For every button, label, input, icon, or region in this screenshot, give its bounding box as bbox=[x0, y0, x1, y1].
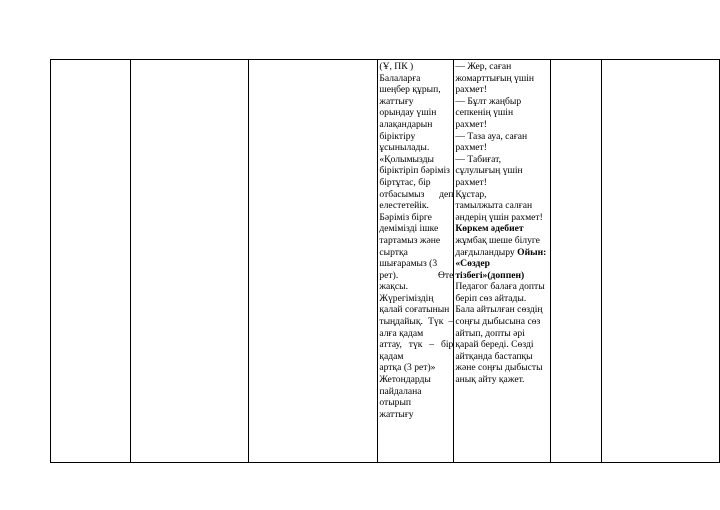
exercise-line: жақсы. bbox=[379, 281, 409, 293]
exercise-line: Балаларға bbox=[379, 72, 421, 84]
game-line: тамылжыта салған bbox=[455, 200, 533, 212]
game-line: Бала айтылған сөздің bbox=[455, 304, 543, 316]
game-line: — Бұлт жаңбыр bbox=[455, 95, 522, 107]
exercise-line: Бәріміз бірге bbox=[379, 211, 432, 223]
game-heading-line: Көркем әдебиет bbox=[455, 223, 524, 235]
exercise-line: рет). Өте bbox=[379, 269, 454, 281]
exercise-line: ұсынылады. bbox=[379, 142, 430, 154]
game-line: қарай береді. Сөзді bbox=[455, 339, 534, 351]
game-title-line: тізбегі»(доппен) bbox=[455, 269, 525, 281]
exercise-line: жаттығу bbox=[379, 408, 414, 420]
game-line: сұлулығың үшін bbox=[455, 165, 523, 177]
game-title-line: «Сөздер bbox=[455, 258, 490, 270]
table-cell-empty-1 bbox=[51, 60, 131, 463]
table-cell-empty-2 bbox=[131, 60, 249, 463]
game-line: сепкенің үшін bbox=[455, 107, 514, 119]
exercise-line: отбасымыз деп bbox=[379, 188, 454, 200]
game-line: рахмет! bbox=[455, 142, 487, 154]
game-line: айтып, допты әрі bbox=[455, 327, 525, 339]
exercise-line: Жетондарды bbox=[379, 374, 431, 386]
game-line: — Таза ауа, саған bbox=[455, 130, 528, 142]
exercise-line: жаттығу bbox=[379, 95, 414, 107]
exercise-line: аттау, түк – бір bbox=[379, 339, 454, 351]
game-line: — Табиғат, bbox=[455, 153, 502, 165]
exercise-text bbox=[378, 60, 453, 420]
exercise-line: тыңдайық. Түк – bbox=[379, 316, 454, 328]
game-line: айтқанда бастапқы bbox=[455, 350, 533, 362]
game-line: әндерің үшін рахмет! bbox=[455, 211, 543, 223]
game-line: рахмет! bbox=[455, 84, 487, 96]
exercise-line: отырып bbox=[379, 397, 412, 409]
exercise-line: тартамыз және bbox=[379, 234, 441, 246]
exercise-line: елестетейік. bbox=[379, 200, 429, 212]
table-cell-empty-3 bbox=[249, 60, 378, 463]
table-cell-game bbox=[454, 60, 551, 463]
game-line: Педагог балаға допты bbox=[455, 281, 545, 293]
table-cell-exercise bbox=[378, 60, 454, 463]
exercise-line: (Ұ, ПК ) bbox=[379, 61, 414, 72]
game-line: және соңғы дыбысты bbox=[455, 362, 543, 374]
game-line: соңғы дыбысына сөз bbox=[455, 316, 541, 328]
exercise-line: демімізді ішке bbox=[379, 223, 439, 235]
lesson-plan-table bbox=[50, 59, 720, 463]
exercise-line: алға қадам bbox=[379, 327, 424, 339]
game-line: жұмбақ шеше білуге bbox=[455, 234, 540, 246]
exercise-line: орындау үшін bbox=[379, 107, 437, 119]
exercise-line: біртұтас, бір bbox=[379, 176, 431, 188]
exercise-line: біріктіру bbox=[379, 130, 416, 142]
game-line: жомарттығың үшін bbox=[455, 72, 535, 84]
game-line: дағдыландыру Ойын: bbox=[455, 246, 547, 258]
table-row bbox=[51, 60, 720, 463]
exercise-line: артқа (3 рет)» bbox=[379, 362, 436, 374]
game-text bbox=[454, 60, 550, 386]
game-line: рахмет! bbox=[455, 176, 487, 188]
exercise-line: қалай соғатынын bbox=[379, 304, 450, 316]
game-line: — Жер, саған bbox=[455, 61, 512, 72]
exercise-line: сыртқа bbox=[379, 246, 408, 258]
game-line: анық айту қажет. bbox=[455, 374, 525, 386]
exercise-line: алақандарын bbox=[379, 118, 433, 130]
exercise-line: шығарамыз (3 bbox=[379, 258, 438, 270]
exercise-line: пайдалана bbox=[379, 385, 422, 397]
game-label: Ойын: bbox=[517, 246, 547, 258]
table-cell-empty-6 bbox=[551, 60, 602, 463]
exercise-line: «Қолымызды bbox=[379, 153, 434, 165]
exercise-line: Жүрегіміздің bbox=[379, 292, 434, 304]
game-line: беріп сөз айтады. bbox=[455, 292, 527, 304]
game-line: рахмет! bbox=[455, 118, 487, 130]
exercise-line: қадам bbox=[379, 350, 404, 362]
table-cell-empty-7 bbox=[601, 60, 719, 463]
exercise-line: біріктіріп бәріміз bbox=[379, 165, 450, 177]
exercise-line: шеңбер құрып, bbox=[379, 84, 441, 96]
game-line: Құстар, bbox=[455, 188, 487, 200]
